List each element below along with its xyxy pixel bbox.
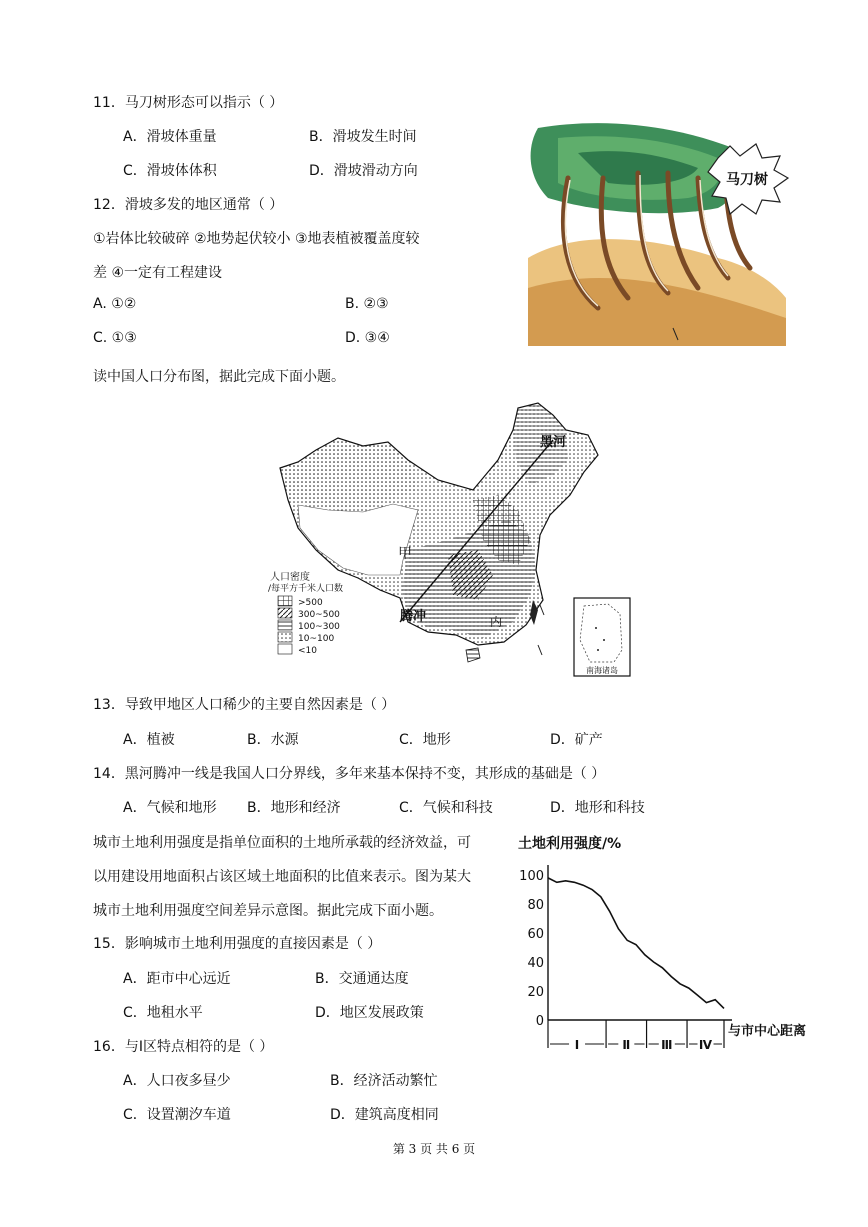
chart-ytick-label: 0 xyxy=(535,1014,544,1029)
map-label-nanhai: 南海诸岛 xyxy=(586,666,618,675)
legend-item-2: 300~500 xyxy=(298,610,340,620)
map-label-heihe: 黑河 xyxy=(540,435,567,450)
legend-item-3: 100~300 xyxy=(298,622,340,632)
chart-ytick-label: 40 xyxy=(527,956,544,971)
city-intro-line3: 城市土地利用强度空间差异示意图。据此完成下面小题。 xyxy=(93,903,443,919)
q15-option-b: B．交通通达度 xyxy=(315,971,409,987)
chart-ylabel: 土地利用强度/% xyxy=(518,836,622,852)
q14-option-d: D．地形和科技 xyxy=(550,800,645,816)
chart-zone-label: Ⅳ xyxy=(698,1038,713,1052)
q13-option-a: A．植被 xyxy=(123,732,175,748)
chart-ytick-label: 60 xyxy=(527,927,544,942)
city-intro-line1: 城市土地利用强度是指单位面积的土地所承载的经济效益，可 xyxy=(93,835,471,851)
map-label-jia: 甲 xyxy=(398,546,412,562)
q12-stem: 12．滑坡多发的地区通常（ ） xyxy=(93,197,284,213)
legend-item-1: >500 xyxy=(298,598,323,608)
map-label-tengchong: 腾冲 xyxy=(400,609,427,624)
legend-item-4: 10~100 xyxy=(298,634,335,644)
tree-callout-label: 马刀树 xyxy=(726,172,768,188)
q11-option-a: A．滑坡体重量 xyxy=(123,129,217,145)
chart-zone-label: Ⅲ xyxy=(661,1038,673,1052)
chart-zone-label: Ⅱ xyxy=(622,1038,631,1052)
q16-option-a: A．人口夜多昼少 xyxy=(123,1073,231,1089)
chart-ytick-label: 20 xyxy=(527,985,544,1000)
q14-option-a: A．气候和地形 xyxy=(123,800,217,816)
legend-item-5: <10 xyxy=(298,646,317,656)
q13-option-b: B．水源 xyxy=(247,732,299,748)
q15-option-c: C．地租水平 xyxy=(123,1005,203,1021)
q13-option-d: D．矿产 xyxy=(550,732,603,748)
q11-option-b: B．滑坡发生时间 xyxy=(309,129,417,145)
page-footer: 第 3 页 共 6 页 xyxy=(392,1142,476,1156)
q15-option-a: A．距市中心远近 xyxy=(123,971,231,987)
q12-option-c: C. ①③ xyxy=(93,330,137,346)
q12-statement-line2: 差 ④一定有工程建设 xyxy=(93,265,223,281)
q12-option-b: B. ②③ xyxy=(345,296,389,312)
map-intro: 读中国人口分布图，据此完成下面小题。 xyxy=(93,369,345,385)
china-population-map xyxy=(268,400,638,680)
q14-stem: 14．黑河腾冲一线是我国人口分界线，多年来基本保持不变，其形成的基础是（ ） xyxy=(93,766,606,782)
chart-ytick-label: 80 xyxy=(527,898,544,913)
q14-option-b: B．地形和经济 xyxy=(247,800,341,816)
q11-stem: 11．马刀树形态可以指示（ ） xyxy=(93,95,284,111)
chart-zone-label: Ⅰ xyxy=(574,1038,580,1052)
q16-stem: 16．与Ⅰ区特点相符的是（ ） xyxy=(93,1039,274,1055)
q15-stem: 15．影响城市土地利用强度的直接因素是（ ） xyxy=(93,936,382,952)
chart-xlabel: 与市中心距离 xyxy=(728,1024,807,1039)
q12-option-d: D. ③④ xyxy=(345,330,390,346)
chart-series-line xyxy=(548,878,724,1009)
q11-option-c: C．滑坡体体积 xyxy=(123,163,217,179)
q16-option-c: C．设置潮汐车道 xyxy=(123,1107,231,1123)
q14-option-c: C．气候和科技 xyxy=(399,800,493,816)
q13-option-c: C．地形 xyxy=(399,732,451,748)
q11-option-d: D．滑坡滑动方向 xyxy=(309,163,418,179)
q12-option-a: A. ①② xyxy=(93,296,137,312)
map-label-nei: 内 xyxy=(490,615,503,629)
city-intro-line2: 以用建设用地面积占该区域土地面积的比值来表示。图为某大 xyxy=(93,869,471,885)
legend-title-1: 人口密度 xyxy=(270,572,310,583)
legend-title-2: /每平方千米人口数 xyxy=(268,584,344,594)
chart-ytick-label: 100 xyxy=(519,869,544,884)
land-use-intensity-chart xyxy=(510,828,820,1058)
q13-stem: 13．导致甲地区人口稀少的主要自然因素是（ ） xyxy=(93,697,396,713)
q12-statement-line1: ①岩体比较破碎 ②地势起伏较小 ③地表植被覆盖度较 xyxy=(93,231,420,247)
curved-tree-illustration xyxy=(518,118,790,346)
q16-option-b: B．经济活动繁忙 xyxy=(330,1073,438,1089)
q15-option-d: D．地区发展政策 xyxy=(315,1005,424,1021)
q16-option-d: D．建筑高度相同 xyxy=(330,1107,439,1123)
map-legend xyxy=(278,596,340,656)
south-china-sea-inset xyxy=(574,598,630,676)
